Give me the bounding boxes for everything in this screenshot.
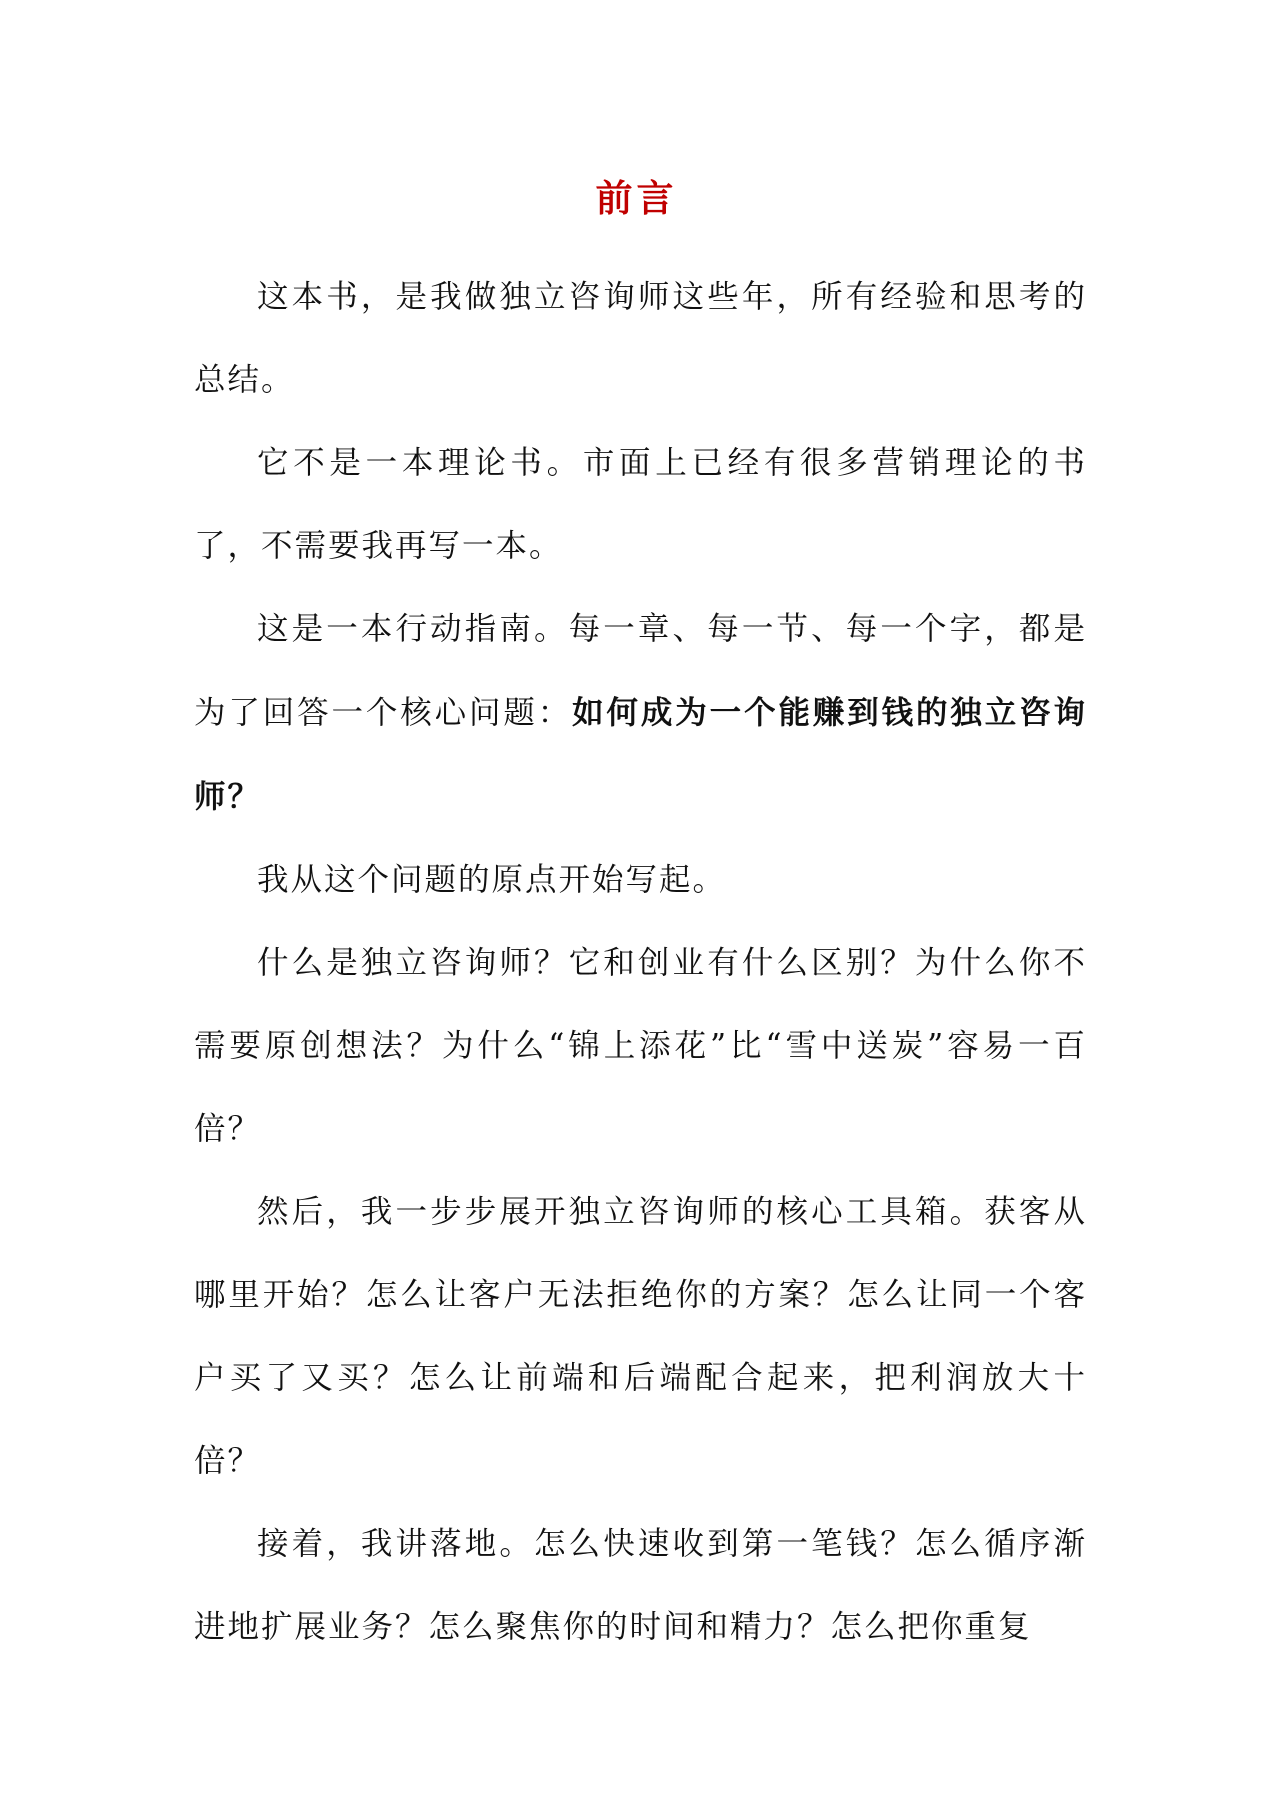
- paragraph: [194, 839, 1087, 922]
- body-text: [194, 256, 1087, 1669]
- paragraph-text: 什么是独立咨询师？它和创业有什么区别？为什么你不需要原创想法？为什么“锦上添花”比“雪中送炭”容易一百倍？: [194, 945, 1087, 1147]
- paragraph-text: 接着，我讲落地。怎么快速收到第一笔钱？怎么循序渐进地扩展业务？怎么聚焦你的时间和精力？怎么把你重复: [194, 1526, 1087, 1645]
- paragraph-text: 这本书，是我做独立咨询师这些年，所有经验和思考的总结。: [194, 279, 1087, 398]
- paragraph: [194, 256, 1087, 422]
- paragraph-text: 这是一本行动指南。每一章、每一节、每一个字，都是为了回答一个核心问题：: [194, 611, 1087, 731]
- page-title: 前言: [595, 176, 678, 220]
- paragraph: [194, 422, 1087, 588]
- paragraph-text: 然后，我一步步展开独立咨询师的核心工具箱。获客从哪里开始？怎么让客户无法拒绝你的方案？怎么让同一个客户买了又买？怎么让前端和后端配合起来，把利润放大十倍？: [194, 1194, 1087, 1479]
- paragraph: [194, 922, 1087, 1171]
- paragraph: [194, 588, 1087, 839]
- core-question-bold: 如何成为一个能赚到钱的独立咨询师？: [194, 694, 1087, 815]
- paragraph: [194, 1171, 1087, 1503]
- paragraph-text: 我从这个问题的原点开始写起。: [257, 862, 727, 898]
- paragraph-text: 它不是一本理论书。市面上已经有很多营销理论的书了，不需要我再写一本。: [194, 445, 1087, 564]
- paragraph: [194, 1503, 1087, 1669]
